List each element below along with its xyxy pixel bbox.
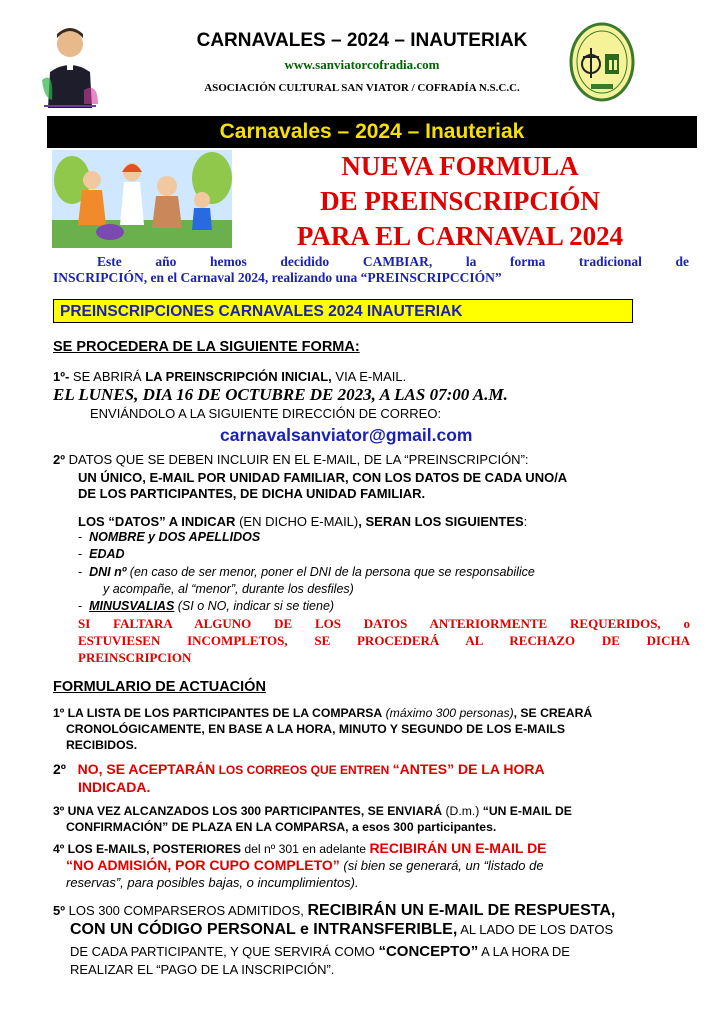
rule-5-a: 5º (53, 903, 65, 918)
header-association: ASOCIACIÓN CULTURAL SAN VIATOR / COFRADÍA N.S.C.C. (204, 82, 520, 94)
step-1-bold: LA PREINSCRIPCIÓN INICIAL, (145, 369, 332, 384)
cofradia-seal-icon (569, 22, 635, 102)
banner: Carnavales – 2024 – Inauteriak (47, 116, 697, 148)
step-1-date: EL LUNES, DIA 16 DE OCTUBRE DE 2023, A LAS 07:00 A.M. (53, 385, 508, 404)
rule-5-b: LOS 300 COMPARSEROS ADMITIDOS, (64, 903, 308, 918)
rule-5-line-2 (70, 921, 613, 939)
header-title: CARNAVALES – 2024 – INAUTERIAK (196, 30, 528, 51)
rule-5-line-3a: DE CADA PARTICIPANTE, Y QUE SERVIRÁ COMO (70, 944, 379, 959)
contact-email-link[interactable]: carnavalsanviator@gmail.com (220, 425, 473, 445)
rule-5-line-3b: “CONCEPTO” (378, 943, 479, 960)
headline-line-1: NUEVA FORMULA (341, 151, 579, 181)
section-title-form: FORMULARIO DE ACTUACIÓN (53, 679, 266, 695)
rule-4-line-2 (66, 856, 544, 875)
datos-heading (78, 514, 527, 530)
headline-line-3: PARA EL CARNAVAL 2024 (296, 221, 624, 251)
step-2-number: 2º (53, 452, 65, 467)
list-item: - NOMBRE y DOS APELLIDOS (78, 530, 261, 544)
rule-2-line-1 (53, 761, 545, 777)
rule-3-line-2b: a esos 300 participantes. (348, 820, 497, 834)
header-url[interactable]: www.sanviatorcofradia.com (284, 57, 440, 72)
rule-5-line-2a: CON UN CÓDIGO PERSONAL e INTRANSFERIBLE, (70, 921, 458, 938)
datos-heading-a: LOS “DATOS” A INDICAR (78, 514, 236, 529)
rule-2-c: “ANTES” DE LA HORA (392, 761, 545, 777)
rule-4-c: RECIBIRÁN UN E-MAIL DE (369, 840, 547, 856)
rule-4-line-2b: (si bien se generará, un “listado de (339, 858, 544, 873)
step-1-number: 1º- (53, 369, 70, 384)
intro-paragraph (53, 254, 689, 286)
rule-1-c: , SE CREARÁ (513, 706, 593, 720)
rule-3-b: (D.m.) (442, 804, 483, 818)
list-item-note: (SI o NO, indicar si se tiene) (174, 599, 335, 613)
rule-2-a: NO, SE ACEPTARÁN (77, 761, 216, 777)
list-item-label: MINUSVALIAS (89, 599, 175, 613)
step-1-rest: VIA E-MAIL. (331, 369, 407, 384)
step-2-text: DATOS QUE SE DEBEN INCLUIR EN EL E-MAIL, DE LA “PREINSCRIPCIÓN”: (64, 452, 529, 467)
step-2-bold-2: DE LOS PARTICIPANTES, DE DICHA UNIDAD FAMILIAR. (78, 486, 426, 501)
rule-2-b: LOS CORREOS QUE ENTREN (215, 763, 393, 777)
rule-1-b: (máximo 300 personas) (382, 706, 514, 720)
list-item: - DNI nº (en caso de ser menor, poner el DNI de la persona que se responsabilice (78, 565, 535, 579)
dni-note-line-2: y acompañe, al “menor”, durante los desfiles) (103, 582, 354, 596)
step-2-line (53, 452, 529, 468)
list-item-label: DNI nº (89, 565, 127, 579)
rule-5-line-3 (70, 943, 570, 960)
list-item-label: NOMBRE y DOS APELLIDOS (89, 530, 261, 544)
rule-1-line-2: CRONOLÓGICAMENTE, EN BASE A LA HORA, MINUTO Y SEGUNDO DE LOS E-MAILS (66, 722, 566, 736)
rule-3-a: 3º UNA VEZ ALCANZADOS LOS 300 PARTICIPANTES, SE ENVIARÁ (53, 804, 443, 818)
rule-4-line-2a: “NO ADMISIÓN, POR CUPO COMPLETO” (66, 857, 340, 873)
warning-line-2: ESTUVIESEN INCOMPLETOS, SE PROCEDERÁ AL RECHAZO DE DICHA (78, 633, 690, 648)
rule-5-c: RECIBIRÁN UN E-MAIL DE RESPUESTA, (307, 902, 616, 919)
step-2-bold-1: UN ÚNICO, E-MAIL POR UNIDAD FAMILIAR, CON LOS DATOS DE CADA UNO/A (78, 470, 568, 485)
rule-3-line-1 (53, 803, 690, 819)
step-1-line (53, 369, 693, 385)
intro-line-1: Este año hemos decidido CAMBIAR, la forma tradicional de (97, 254, 689, 269)
section-title-procedure: SE PROCEDERA DE LA SIGUIENTE FORMA: (53, 339, 360, 355)
rule-1-line-1 (53, 705, 690, 721)
list-item-label: EDAD (89, 547, 125, 561)
headline-line-2: DE PREINSCRIPCIÓN (320, 186, 600, 216)
rule-2-number: 2º (53, 761, 66, 777)
rule-1-line-3: RECIBIDOS. (66, 738, 138, 752)
datos-heading-d: : (523, 514, 528, 529)
rule-4-line-1 (53, 840, 547, 857)
datos-heading-c: , SERAN LOS SIGUIENTES (358, 514, 524, 529)
flintstones-cartoon-icon (52, 150, 232, 248)
rule-5-line-1 (53, 902, 693, 920)
step-1-send: ENVIÁNDOLO A LA SIGUIENTE DIRECCIÓN DE CORREO: (90, 406, 442, 421)
rule-4-line-3: reservas”, para posibles bajas, o incumplimientos). (66, 875, 359, 890)
rule-1-a: 1º LA LISTA DE LOS PARTICIPANTES DE LA COMPARSA (53, 706, 383, 720)
step-1-text: SE ABRIRÁ (69, 369, 146, 384)
preinscripciones-box: PREINSCRIPCIONES CARNAVALES 2024 INAUTERIAK (53, 299, 633, 323)
list-item: - EDAD (78, 547, 125, 561)
warning-line-3: PREINSCRIPCION (78, 650, 192, 665)
rule-5-line-2b: AL LADO DE LOS DATOS (457, 922, 614, 937)
rule-5-line-3c: A LA HORA DE (478, 944, 570, 959)
list-item: - MINUSVALIAS (SI o NO, indicar si se tiene) (78, 599, 335, 613)
rule-2-line-2: INDICADA. (78, 779, 151, 795)
rule-3-line-2a: CONFIRMACIÓN” DE PLAZA EN LA COMPARSA, (66, 820, 349, 834)
list-item-note: (en caso de ser menor, poner el DNI de la persona que se responsabilice (126, 565, 535, 579)
rule-5-line-4: REALIZAR EL “PAGO DE LA INSCRIPCIÓN”. (70, 962, 335, 977)
rule-3-line-2 (66, 819, 496, 835)
rule-3-c: “UN E-MAIL DE (482, 804, 572, 818)
intro-line-2: INSCRIPCIÓN, en el Carnaval 2024, realizando una “PREINSCRIPCCIÓN” (53, 270, 502, 285)
rule-4-b: del nº 301 en adelante (240, 842, 370, 856)
warning-line-1: SI FALTARA ALGUNO DE LOS DATOS ANTERIORMENTE REQUERIDOS, o (78, 616, 690, 631)
rule-4-a: 4º LOS E-MAILS, POSTERIORES (53, 842, 241, 856)
datos-heading-b: (EN DICHO E-MAIL) (235, 514, 359, 529)
